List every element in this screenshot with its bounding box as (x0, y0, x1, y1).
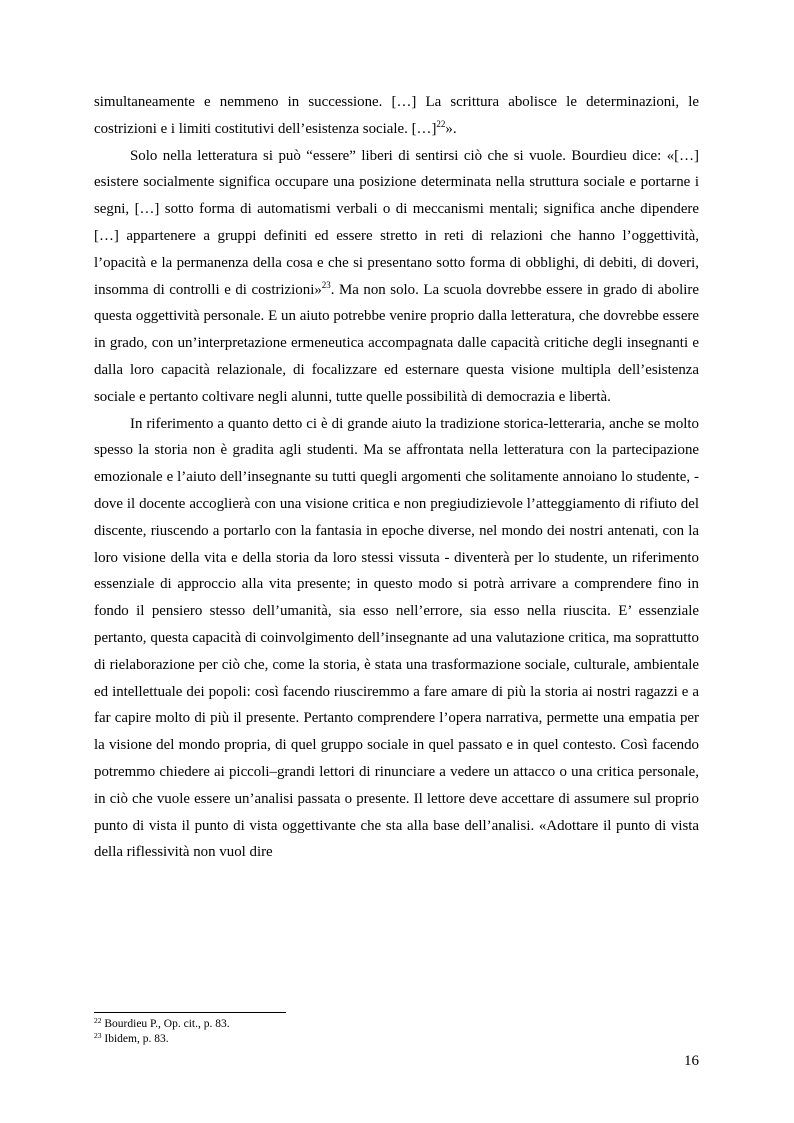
page-number: 16 (684, 1053, 699, 1069)
footnote-ref-23[interactable]: 23 (321, 279, 331, 290)
paragraph-2: Solo nella letteratura si può “essere” liberi di sentirsi ciò che si vuole. Bourdieu dice: «[…] esistere socialmente significa occupare una posizione determinata nella struttura sociale e portarne i segni, […] sotto forma di automatismi verbali o di meccanismi mentali; significa anche dipendere […] appartenere a gruppi definiti ed essere stretto in reti di relazioni che hanno l’oggettività, l’opacità e la permanenza della cosa e che si presentano sotto forma di obblighi, di debiti, di doveri, insomma di controlli e di costrizioni»$^{23}$. Ma non solo. La scuola dovrebbe essere in grado di abolire questa oggettività personale. E un aiuto potrebbe venire proprio dalla letteratura, che dovrebbe essere in grado, con un’interpretazione ermeneutica accompagnata dalle capacità critiche degli insegnanti e dalla loro capacità relazionale, di focalizzare ed esternare questa visione multipla dell’esistenza sociale e pertanto coltivare negli alunni, tutte quelle possibilità di democrazia e libertà. (94, 147, 699, 405)
footnote-22: $^{22}$ Bourdieu P., Op. cit., p. 83. (94, 1016, 230, 1030)
footnote-separator (94, 1012, 286, 1013)
footnote-ref-22[interactable]: 22 (436, 118, 446, 129)
paragraph-1: simultaneamente e nemmeno in successione. […] La scrittura abolisce le determinazioni, le costrizioni e i limiti costitutivi dell’esistenza sociale. […]$^{22}$». (94, 94, 699, 137)
body-text (94, 89, 699, 866)
footnotes (94, 1017, 699, 1046)
paragraph-3: In riferimento a quanto detto ci è di grande aiuto la tradizione storica-letteraria, anche se molto spesso la storia non è gradita agli studenti. Ma se affrontata nella letteratura con la partecipazione emozionale e l’aiuto dell’insegnante su tutti quegli argomenti che solitamente annoiano lo studente, - dove il docente accoglierà con una visione critica e non pregiudizievole l’atteggiamento di rifiuto del discente, riuscendo a portarlo con la fantasia in epoche diverse, nel mondo dei nostri antenati, con la loro visione della vita e della storia da loro stessi vissuta - diventerà per lo studente, un riferimento essenziale di approccio alla vita presente; in questo modo si potrà arrivare a comprendere fino in fondo il pensiero stesso dell’umanità, sia esso nell’errore, sia esso nella riuscita. E’ essenziale pertanto, questa capacità di coinvolgimento dell’insegnante ad una valutazione critica, ma soprattutto di rielaborazione per ciò che, come la storia, è stata una trasformazione sociale, culturale, ambientale ed intellettuale dei popoli: così facendo riusciremmo a fare amare di più la storia ai nostri ragazzi e a far capire molto di più il presente. Pertanto comprendere l’opera narrativa, permette una empatia per la visione del mondo propria, di quel gruppo sociale in quel passato e in quel contesto. Così facendo potremmo chiedere ai piccoli–grandi lettori di rinunciare a vedere un attacco o una critica personale, in ciò che vuole essere un’analisi passata o presente. Il lettore deve accettare di assumere sul proprio punto di vista il punto di vista oggettivante che sta alla base dell’analisi. «Adottare il punto di vista della riflessività non vuol dire (94, 415, 699, 861)
footnote-23: $^{23}$ Ibidem, p. 83. (94, 1030, 169, 1045)
